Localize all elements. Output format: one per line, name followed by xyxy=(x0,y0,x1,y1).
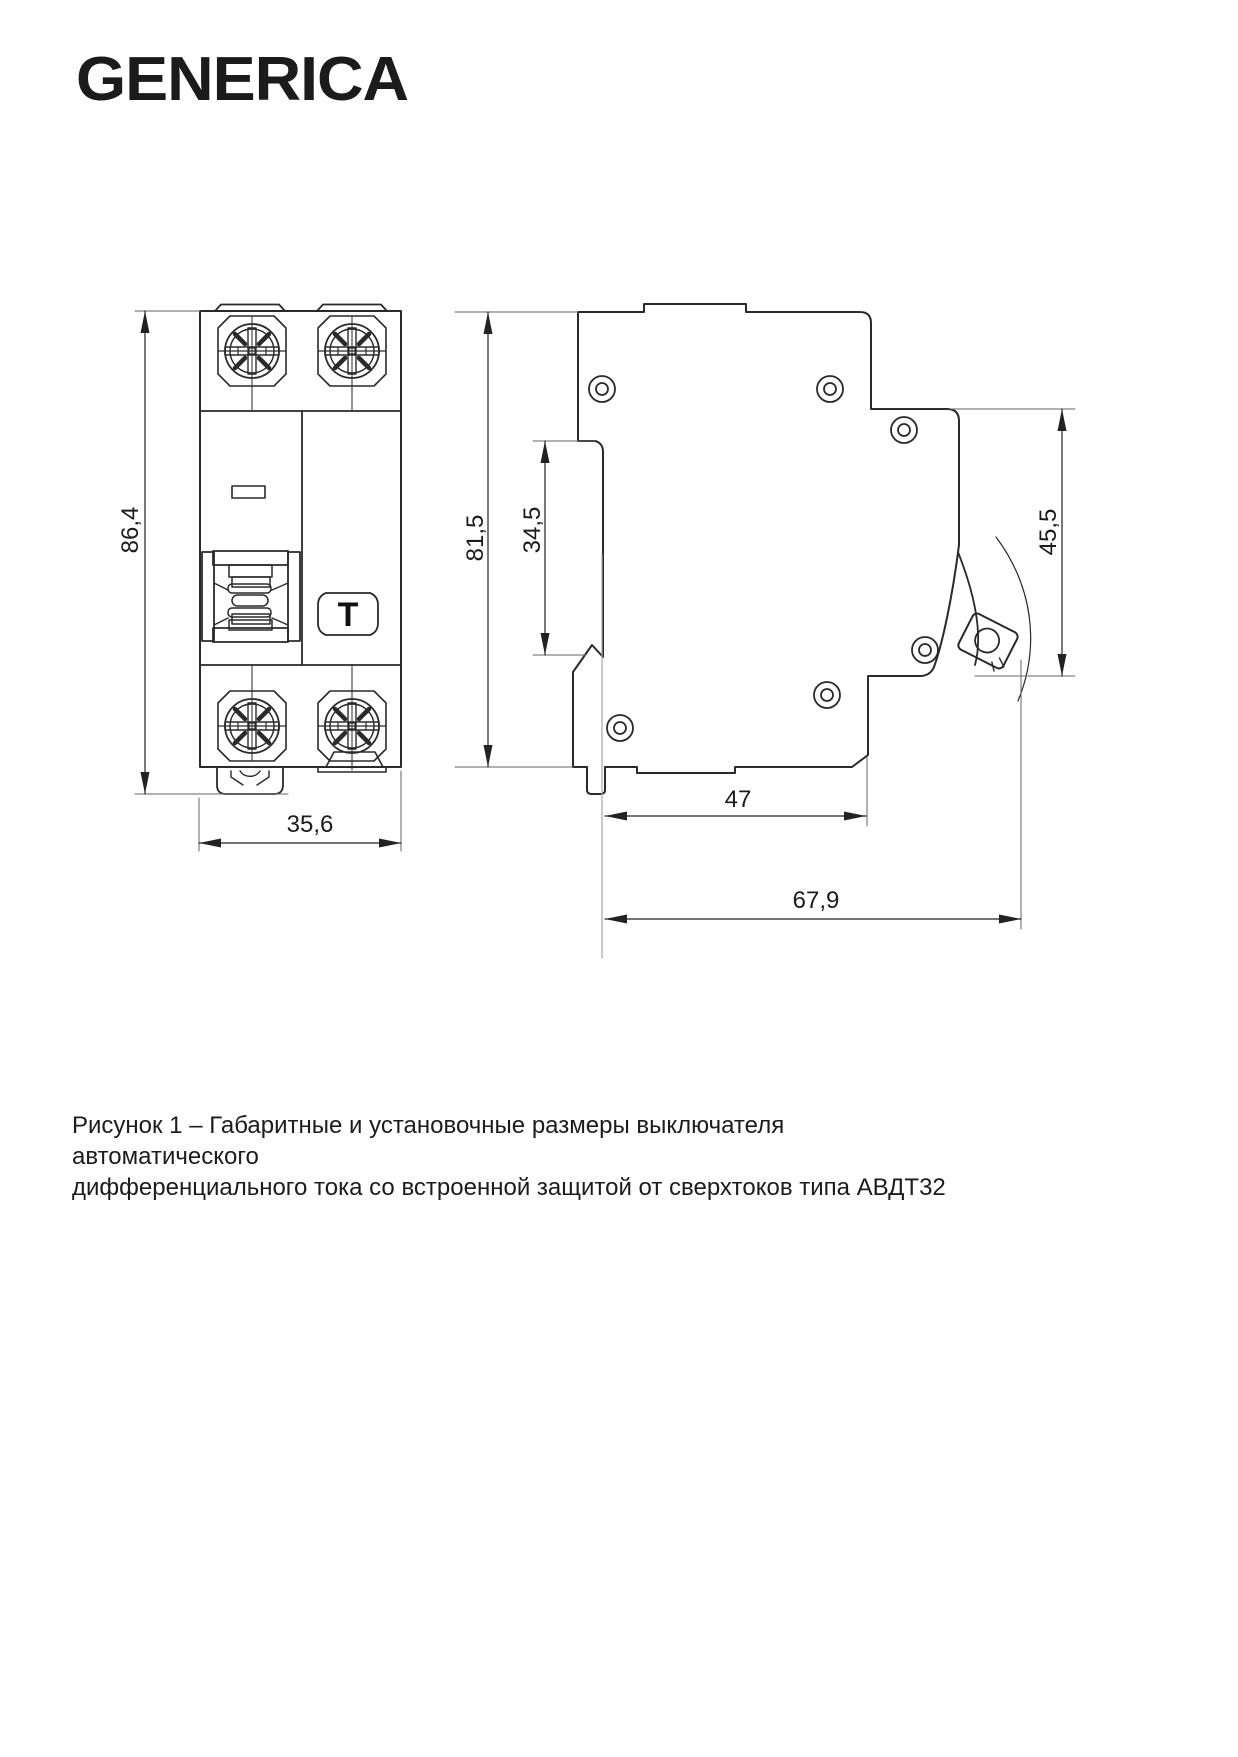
brand-logo: GENERICA xyxy=(76,45,409,114)
terminal-screw xyxy=(219,692,285,760)
terminal-screw xyxy=(319,317,385,385)
rivet xyxy=(912,637,938,663)
dimension-side-height: 81,5 xyxy=(462,514,489,562)
indicator-window xyxy=(232,486,265,498)
rivet xyxy=(607,715,633,741)
din-clip xyxy=(217,767,283,794)
figure-caption-line1: Рисунок 1 – Габаритные и установочные размеры выключателя автоматического xyxy=(72,1112,785,1170)
toggle-handle xyxy=(202,551,300,642)
rivet xyxy=(817,376,843,402)
figure-caption xyxy=(72,1110,972,1203)
toggle-knob xyxy=(955,612,1020,674)
dimension-front-width: 35,6 xyxy=(286,811,334,838)
toggle-front-edge xyxy=(958,552,978,665)
side-view xyxy=(573,304,1031,794)
terminal-screw xyxy=(319,692,385,760)
figure-caption-line2: дифференциального тока со встроенной защитой от сверхтоков типа АВДТ32 xyxy=(72,1174,946,1201)
dimension-rail-slot: 34,5 xyxy=(519,506,546,554)
dimension-body-depth: 47 xyxy=(724,786,752,813)
terminal-screw xyxy=(219,317,285,385)
dimension-front-section: 45,5 xyxy=(1035,508,1062,556)
dimension-front-height: 86,4 xyxy=(117,506,144,554)
rivet xyxy=(589,376,615,402)
rivet xyxy=(814,682,840,708)
rivet xyxy=(891,417,917,443)
dimension-overall-depth: 67,9 xyxy=(792,887,840,914)
test-button-label: T xyxy=(337,596,359,634)
front-body xyxy=(200,311,401,767)
front-view xyxy=(200,305,401,795)
